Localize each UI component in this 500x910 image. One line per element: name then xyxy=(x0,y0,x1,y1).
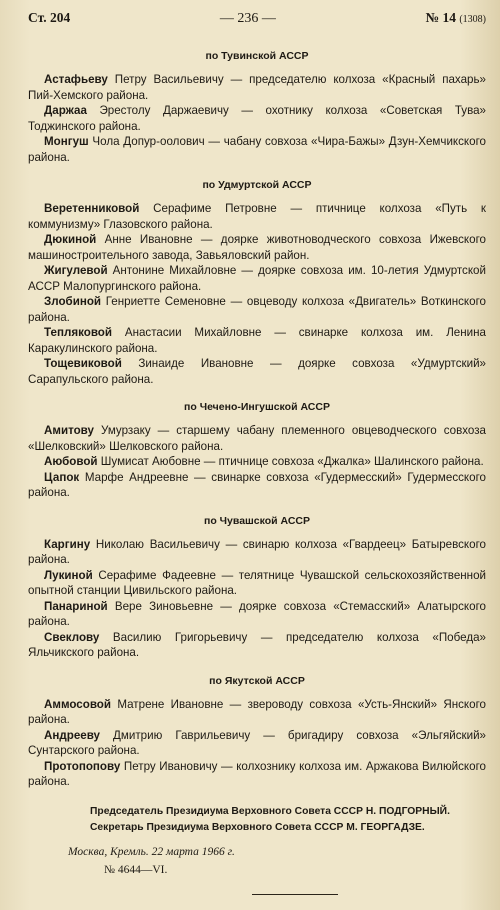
recipient-details: Серафиме Фадеевне — телятнице Чувашской сельскохозяйственной опытной станции Цивильского района. xyxy=(28,568,486,597)
document-number: № 4644—VI. xyxy=(104,863,168,876)
recipient-details: Дмитрию Гаврильевичу — бригадиру совхоза «Эльгяйский» Сунтарского района. xyxy=(28,728,486,757)
recipient-details: Вере Зиновьевне — доярке совхоза «Стемасский» Алатырского района. xyxy=(28,599,486,628)
award-entry xyxy=(28,201,486,232)
award-entry xyxy=(28,72,486,103)
award-entry xyxy=(28,103,486,134)
recipient-surname: Лукиной xyxy=(44,568,93,582)
award-entry xyxy=(28,697,486,728)
award-entry xyxy=(28,263,486,294)
place-date: Москва, Кремль. 22 марта 1966 г. xyxy=(68,845,235,858)
section-title: по Якутской АССР xyxy=(209,674,305,687)
award-entry xyxy=(28,423,486,454)
recipient-surname: Тепляковой xyxy=(44,326,112,339)
recipient-details: Шумисат Аюбовне — птичнице совхоза «Джалка» Шалинского района. xyxy=(97,455,484,468)
recipient-details: Матрене Ивановне — звероводу совхоза «Усть-Янский» Янского района. xyxy=(28,697,486,726)
issue-number-total: (1308) xyxy=(459,14,486,25)
recipient-details: Марфе Андреевне — свинарке совхоза «Гудермесский» Гудермесского района. xyxy=(28,470,486,499)
page-header xyxy=(28,10,486,34)
award-entry xyxy=(28,232,486,263)
award-entry xyxy=(28,356,486,387)
recipient-surname: Астафьеву xyxy=(44,73,108,86)
recipient-surname: Каргину xyxy=(44,537,91,551)
award-entry xyxy=(28,537,486,568)
section-title: по Чечено-Ингушской АССР xyxy=(184,401,330,413)
award-entry xyxy=(28,568,486,599)
recipient-details: Серафиме Петровне — птичнице колхоза «Путь к коммунизму» Глазовского района. xyxy=(28,202,486,231)
recipient-surname: Веретенниковой xyxy=(44,202,140,215)
award-entry xyxy=(28,599,486,630)
recipient-details: Петру Ивановичу — колхознику колхоза им. Аржакова Вилюйского района. xyxy=(28,759,486,788)
award-entry xyxy=(28,728,486,759)
recipient-surname: Цапок xyxy=(44,470,80,484)
recipient-details: Анне Ивановне — доярке животноводческого совхоза Ижевского машиностроительного завода, Завьяловский район. xyxy=(28,233,486,262)
award-entry xyxy=(28,294,486,325)
recipient-surname: Жигулевой xyxy=(44,264,108,277)
section-title: по Чувашской АССР xyxy=(203,514,311,527)
recipient-surname: Дюкиной xyxy=(44,233,97,246)
recipient-surname: Аммосовой xyxy=(44,697,112,711)
recipient-details: Николаю Васильевичу — свинарю колхоза «Гвардеец» Батыревского района. xyxy=(28,537,486,566)
secretary-signature: Секретарь Президиума Верховного Совета СССР М. ГЕОРГАДЗЕ. xyxy=(90,821,425,833)
recipient-surname: Панариной xyxy=(44,599,108,613)
award-entry xyxy=(28,454,486,470)
recipient-details: Эрестолу Даржаевичу — охотнику колхоза «Советская Тува» Тоджинского района. xyxy=(28,104,486,133)
recipient-details: Генриетте Семеновне — овцеводу колхоза «Двигатель» Воткинского района. xyxy=(28,295,486,324)
recipient-surname: Протопопову xyxy=(44,759,121,773)
recipient-details: Умурзаку — старшему чабану племенного овцеводческого совхоза «Шелковский» Шелковского района. xyxy=(28,424,486,453)
award-entry xyxy=(28,325,486,356)
issue-number xyxy=(426,10,487,26)
recipient-details: Зинаиде Ивановне — доярке совхоза «Удмуртский» Сарапульского района. xyxy=(28,357,486,386)
recipient-details: Чола Допур-оолович — чабану совхоза «Чира-Бажы» Дзун-Хемчикского района. xyxy=(28,135,486,164)
award-sections xyxy=(28,50,486,790)
recipient-details: Петру Васильевичу — председателю колхоза «Красный пахарь» Пий-Хемского района. xyxy=(28,73,486,102)
page-number: — 236 — xyxy=(219,11,276,26)
article-number: Ст. 204 xyxy=(28,10,71,25)
award-entry xyxy=(28,470,486,501)
recipient-surname: Андрееву xyxy=(44,728,100,742)
recipient-details: Анастасии Михайловне — свинарке колхоза им. Ленина Каракулинского района. xyxy=(28,326,486,355)
award-entry xyxy=(28,630,486,661)
recipient-surname: Аюбовой xyxy=(44,455,98,468)
recipient-surname: Злобиной xyxy=(44,295,102,308)
issue-number-main: № 14 xyxy=(425,10,456,25)
recipient-details: Антонине Михайловне — доярке совхоза им. 10-летия Удмуртской АССР Малопургинского района. xyxy=(28,264,486,293)
recipient-details: Василию Григорьевичу — председателю колхоза «Победа» Яльчикского района. xyxy=(28,630,486,659)
award-entry xyxy=(28,759,486,790)
recipient-surname: Свеклову xyxy=(44,630,100,644)
recipient-surname: Тощевиковой xyxy=(44,357,122,370)
recipient-surname: Монгуш xyxy=(44,135,89,148)
chairman-signature: Председатель Президиума Верховного Совета СССР Н. ПОДГОРНЫЙ. xyxy=(90,805,450,817)
section-title: по Тувинской АССР xyxy=(205,50,309,62)
recipient-surname: Амитову xyxy=(44,424,94,437)
section-title: по Удмуртской АССР xyxy=(202,179,312,191)
award-entry xyxy=(28,134,486,165)
closing-rule xyxy=(252,894,338,896)
recipient-surname: Даржаа xyxy=(44,104,87,117)
